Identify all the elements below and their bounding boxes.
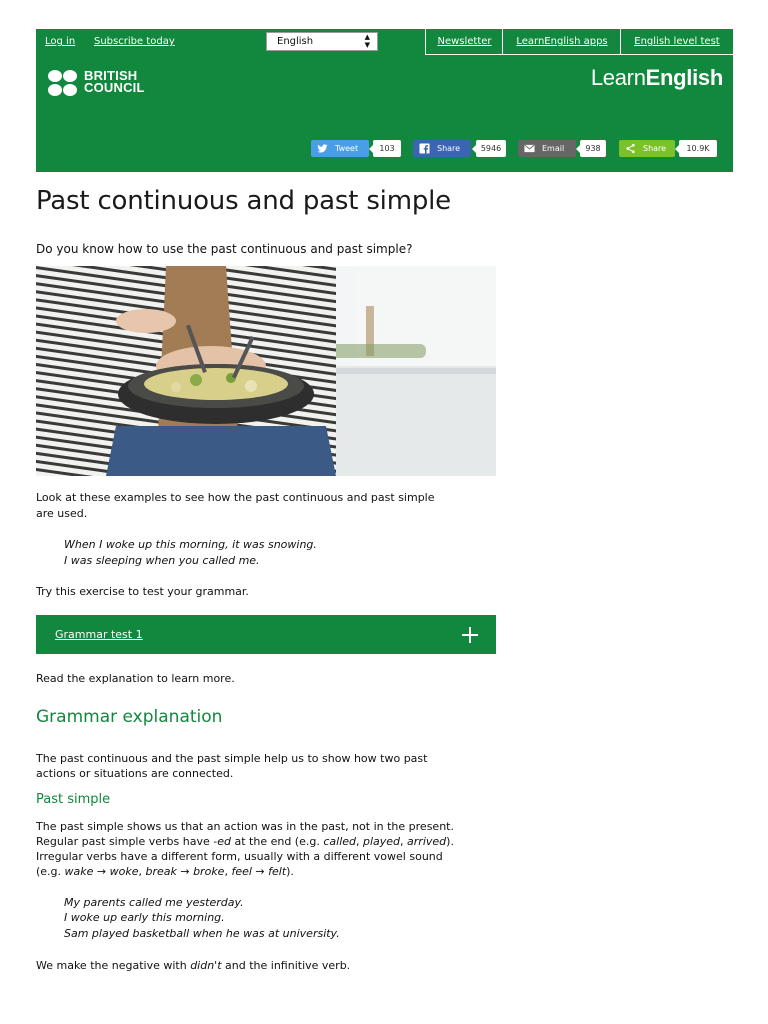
look-text-line1: Look at these examples to see how the past continuous and past simple bbox=[36, 491, 435, 504]
example-sentence: Sam played basketball when he was at university. bbox=[64, 927, 340, 940]
read-text: Read the explanation to learn more. bbox=[36, 672, 235, 685]
nav-divider bbox=[425, 54, 733, 55]
grammar-test-accordion[interactable] bbox=[36, 615, 496, 654]
facebook-share-button[interactable] bbox=[413, 140, 471, 157]
tweet-button[interactable] bbox=[311, 140, 369, 157]
language-select[interactable] bbox=[266, 32, 378, 51]
tweet-count: 103 bbox=[373, 140, 401, 157]
grammar-text-line1: The past continuous and the past simple help us to show how two past bbox=[36, 752, 428, 765]
example-sentence: I woke up early this morning. bbox=[64, 911, 225, 924]
intro-text: Do you know how to use the past continuous and past simple? bbox=[36, 242, 413, 256]
past-simple-text-line1: The past simple shows us that an action was in the past, not in the present. bbox=[36, 820, 454, 833]
british-council-logo[interactable] bbox=[48, 69, 160, 97]
nav-learnenglish-apps[interactable]: LearnEnglish apps bbox=[502, 29, 621, 54]
grammar-test-link[interactable]: Grammar test 1 bbox=[55, 628, 143, 641]
plus-icon[interactable] bbox=[462, 627, 478, 643]
email-icon bbox=[524, 143, 535, 154]
facebook-count: 5946 bbox=[476, 140, 506, 157]
tweet-label: Tweet bbox=[335, 144, 359, 153]
share-count: 10.9K bbox=[679, 140, 717, 157]
past-simple-text-line2: Regular past simple verbs have -ed at the end (e.g. called, played, arrived). bbox=[36, 835, 454, 848]
negative-text: We make the negative with didn't and the infinitive verb. bbox=[36, 959, 351, 972]
page-title: Past continuous and past simple bbox=[36, 186, 451, 216]
email-count: 938 bbox=[580, 140, 606, 157]
past-simple-text-line4: (e.g. wake → woke, break → broke, feel → felt). bbox=[36, 865, 294, 878]
login-link[interactable]: Log in bbox=[45, 36, 76, 47]
grammar-text-line2: actions or situations are connected. bbox=[36, 767, 234, 780]
nav-newsletter[interactable]: Newsletter bbox=[425, 29, 503, 54]
facebook-share-label: Share bbox=[437, 144, 461, 153]
try-text: Try this exercise to test your grammar. bbox=[36, 585, 249, 598]
facebook-icon bbox=[419, 143, 430, 154]
twitter-icon bbox=[317, 143, 328, 154]
select-arrows-icon: ▲ ▼ bbox=[364, 33, 370, 49]
email-label: Email bbox=[542, 144, 565, 153]
past-simple-text-line3: Irregular verbs have a different form, usually with a different vowel sound bbox=[36, 850, 443, 863]
nav-english-level-test[interactable]: English level test bbox=[620, 29, 733, 54]
site-header bbox=[36, 29, 733, 172]
learnenglish-logo[interactable]: LearnEnglish bbox=[590, 65, 723, 90]
share-icon bbox=[625, 143, 636, 154]
example-sentence: My parents called me yesterday. bbox=[64, 896, 244, 909]
past-simple-heading: Past simple bbox=[36, 792, 111, 807]
grammar-explanation-heading: Grammar explanation bbox=[36, 707, 223, 727]
cooking-photo-image bbox=[36, 266, 496, 476]
top-links bbox=[36, 29, 733, 54]
email-button[interactable] bbox=[518, 140, 576, 157]
cooking-photo bbox=[36, 266, 496, 476]
example-sentence: I was sleeping when you called me. bbox=[64, 554, 260, 567]
example-sentence: When I woke up this morning, it was snowing. bbox=[64, 538, 317, 551]
language-value: English bbox=[277, 36, 314, 47]
share-label: Share bbox=[643, 144, 667, 153]
share-button[interactable] bbox=[619, 140, 675, 157]
british-council-wordmark: BRITISH COUNCIL bbox=[84, 68, 145, 95]
look-text-line2: are used. bbox=[36, 507, 88, 520]
british-council-dots-icon bbox=[48, 69, 82, 97]
subscribe-link[interactable]: Subscribe today bbox=[94, 36, 175, 47]
